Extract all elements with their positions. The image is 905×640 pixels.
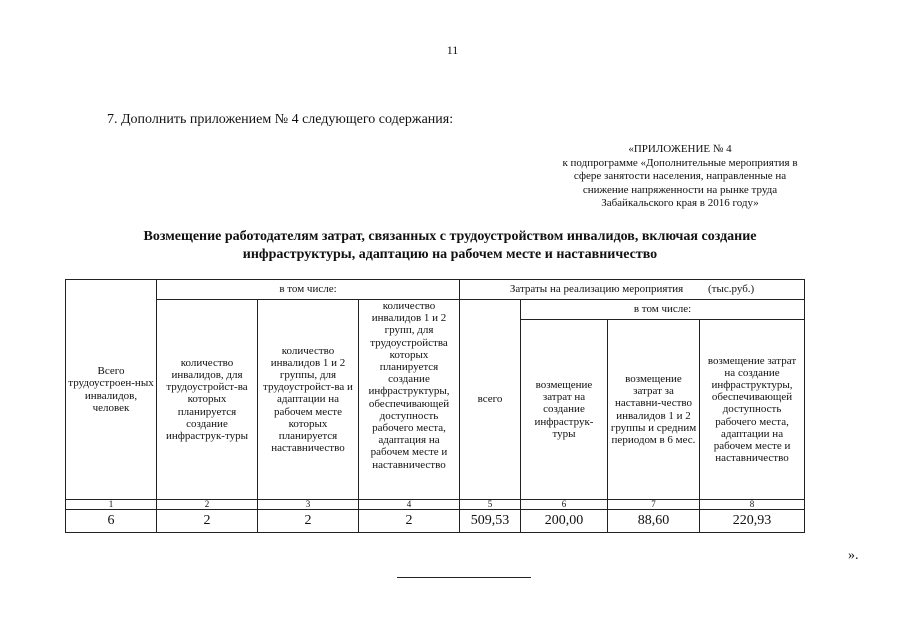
value-col4: 2	[359, 510, 460, 533]
header-col5: всего	[460, 300, 521, 500]
header-col6: возмещение затрат на создание инфраструк-туры	[521, 320, 608, 500]
appendix-title: «ПРИЛОЖЕНИЕ № 4	[628, 143, 732, 155]
column-number: 3	[258, 500, 359, 510]
header-col4: количество инвалидов 1 и 2 групп, для трудоустройства которых планируется создание инфраструктуры, обеспечивающей доступность рабочего места, адаптация на рабочем месте и наставничество	[359, 300, 460, 500]
value-col3: 2	[258, 510, 359, 533]
footer-divider	[397, 577, 531, 578]
header-col8: возмещение затрат на создание инфраструктуры, обеспечивающей доступность рабочего места, адаптации на рабочем месте и наставничество	[700, 320, 805, 500]
column-number: 7	[608, 500, 700, 510]
document-title-line: Возмещение работодателям затрат, связанных с трудоустройством инвалидов, включая создание	[143, 229, 757, 244]
document-title-line: инфраструктуры, адаптацию на рабочем месте и наставничество	[242, 247, 658, 262]
column-number: 1	[66, 500, 157, 510]
amendment-text: 7. Дополнить приложением № 4 следующего содержания:	[107, 112, 454, 127]
appendix-reference	[520, 143, 840, 211]
column-number: 2	[157, 500, 258, 510]
header-including: в том числе:	[157, 280, 460, 300]
column-number: 5	[460, 500, 521, 510]
value-col8: 220,93	[700, 510, 805, 533]
value-col2: 2	[157, 510, 258, 533]
appendix-line: к подпрограмме «Дополнительные мероприятия в	[562, 156, 798, 169]
appendix-line: снижение напряженности на рынке труда	[582, 183, 778, 196]
closing-quote: ».	[848, 548, 859, 563]
column-number: 4	[359, 500, 460, 510]
header-total-employed: Всего трудоустроен-ных инвалидов, человек	[66, 280, 157, 500]
header-costs	[460, 280, 805, 300]
document-title	[70, 228, 830, 264]
header-col2: количество инвалидов, для трудоустройст-ва которых планируется создание инфраструк-туры	[157, 300, 258, 500]
cost-table	[65, 279, 805, 533]
header-cost-including: в том числе:	[521, 300, 805, 320]
value-col6: 200,00	[521, 510, 608, 533]
value-col7: 88,60	[608, 510, 700, 533]
page-number: 11	[446, 43, 459, 57]
column-number: 8	[700, 500, 805, 510]
value-col5: 509,53	[460, 510, 521, 533]
column-number: 6	[521, 500, 608, 510]
header-unit: (тыс.руб.)	[707, 283, 755, 296]
header-col3: количество инвалидов 1 и 2 группы, для трудоустройст-ва и адаптации на рабочем месте которых планируется наставничество	[258, 300, 359, 500]
appendix-line: сфере занятости населения, направленные на	[573, 170, 787, 182]
value-total-employed: 6	[66, 510, 157, 533]
header-costs-label: Затраты на реализацию мероприятия	[509, 283, 684, 296]
appendix-line: Забайкальского края в 2016 году»	[601, 197, 759, 209]
header-col7: возмещение затрат за наставни-чество инвалидов 1 и 2 группы и средним периодом в 6 мес.	[608, 320, 700, 500]
